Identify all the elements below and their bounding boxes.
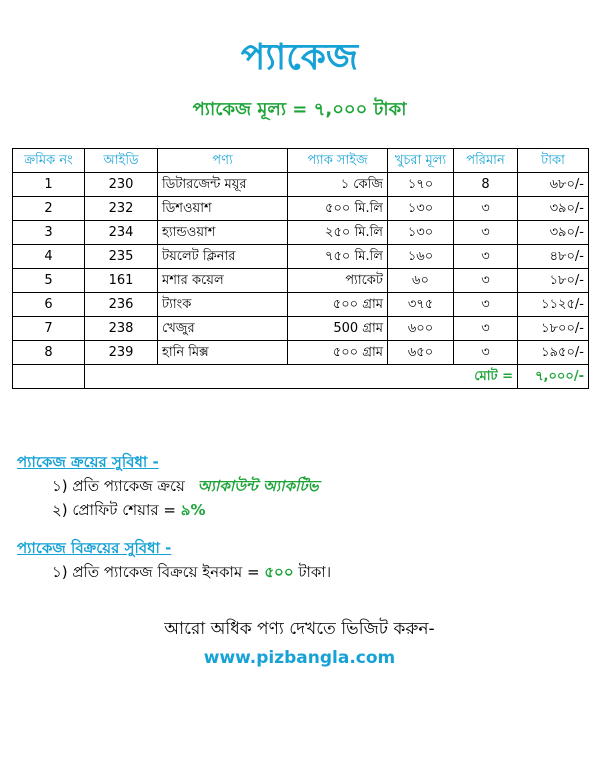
cell-product: মশার কয়েল	[158, 269, 288, 293]
cell-amount: ১৮০০/-	[518, 317, 589, 341]
cell-retail-price: ১৩০	[388, 221, 454, 245]
col-header-pack-size: প্যাক সাইজ	[288, 149, 388, 173]
cell-quantity: ৩	[454, 221, 518, 245]
cell-quantity: 8	[454, 173, 518, 197]
cell-retail-price: ৬০	[388, 269, 454, 293]
total-label: মোট =	[85, 365, 518, 389]
cell-amount: ৬৮০/-	[518, 173, 589, 197]
buy-benefit-1-text: ১) প্রতি প্যাকেজ ক্রয়ে	[52, 477, 185, 495]
cell-quantity: ৩	[454, 341, 518, 365]
col-header-serial: ক্রমিক নং	[13, 149, 85, 173]
cell-id: 236	[85, 293, 158, 317]
total-value: ৭,০০০/-	[518, 365, 589, 389]
cell-product: খেজুর	[158, 317, 288, 341]
cell-id: 239	[85, 341, 158, 365]
cell-id: 238	[85, 317, 158, 341]
col-header-retail-price: খুচরা মূল্য	[388, 149, 454, 173]
cell-product: ডিটারজেন্ট ময়ূর	[158, 173, 288, 197]
cell-amount: ১৮০/-	[518, 269, 589, 293]
buy-benefit-2-text: ২) প্রোফিট শেয়ার =	[52, 501, 176, 519]
cell-product: হানি মিক্স	[158, 341, 288, 365]
cell-pack-size: 500 গ্রাম	[288, 317, 388, 341]
cell-id: 161	[85, 269, 158, 293]
cell-retail-price: ১৬০	[388, 245, 454, 269]
table-row	[13, 317, 589, 341]
sell-benefit-1-value: ৫০০	[264, 563, 294, 581]
buy-benefits-heading: প্যাকেজ ক্রয়ের সুবিধা -	[17, 453, 159, 471]
cell-quantity: ৩	[454, 269, 518, 293]
cell-serial: 7	[13, 317, 85, 341]
cell-retail-price: ৬৫০	[388, 341, 454, 365]
cell-amount: ১১২৫/-	[518, 293, 589, 317]
cell-id: 230	[85, 173, 158, 197]
col-header-quantity: পরিমান	[454, 149, 518, 173]
cell-empty	[13, 365, 85, 389]
cell-pack-size: ৫০০ গ্রাম	[288, 341, 388, 365]
cell-retail-price: ৬০০	[388, 317, 454, 341]
cell-product: টয়লেট ক্লিনার	[158, 245, 288, 269]
cell-serial: 4	[13, 245, 85, 269]
cell-product: ট্যাংক	[158, 293, 288, 317]
cell-quantity: ৩	[454, 245, 518, 269]
table-row	[13, 245, 589, 269]
sell-benefit-item-1	[52, 562, 331, 582]
buy-benefit-1-value: অ্যাকাউন্ট অ্যাকটিভ	[197, 477, 319, 495]
col-header-id: আইডি	[85, 149, 158, 173]
cell-amount: ১৯৫০/-	[518, 341, 589, 365]
cell-retail-price: ১৩০	[388, 197, 454, 221]
cell-retail-price: ১৭০	[388, 173, 454, 197]
table-row	[13, 173, 589, 197]
cell-serial: 8	[13, 341, 85, 365]
cell-product: ডিশওয়াশ	[158, 197, 288, 221]
cell-amount: ৪৮০/-	[518, 245, 589, 269]
cell-pack-size: ২৫০ মি.লি	[288, 221, 388, 245]
cell-pack-size: প্যাকেট	[288, 269, 388, 293]
table-row	[13, 197, 589, 221]
buy-benefit-item-2	[52, 500, 205, 520]
col-header-amount: টাকা	[518, 149, 589, 173]
cell-id: 235	[85, 245, 158, 269]
table-row	[13, 293, 589, 317]
cell-product: হ্যান্ডওয়াশ	[158, 221, 288, 245]
cell-serial: 3	[13, 221, 85, 245]
col-header-product: পণ্য	[158, 149, 288, 173]
package-table	[12, 148, 589, 389]
buy-benefit-2-value: ৯%	[180, 501, 206, 519]
sell-benefits-heading: প্যাকেজ বিক্রয়ের সুবিধা -	[17, 539, 172, 557]
cell-serial: 6	[13, 293, 85, 317]
table-row	[13, 341, 589, 365]
table-row	[13, 269, 589, 293]
cell-amount: ৩৯০/-	[518, 197, 589, 221]
sell-benefit-1-suffix: টাকা।	[298, 563, 332, 581]
cell-serial: 5	[13, 269, 85, 293]
cell-pack-size: ১ কেজি	[288, 173, 388, 197]
cell-amount: ৩৯০/-	[518, 221, 589, 245]
sell-benefit-1-text: ১) প্রতি প্যাকেজ বিক্রয়ে ইনকাম =	[52, 563, 260, 581]
cell-id: 234	[85, 221, 158, 245]
table-row	[13, 221, 589, 245]
cell-quantity: ৩	[454, 293, 518, 317]
table-header-row	[13, 149, 589, 173]
buy-benefit-item-1	[52, 476, 319, 496]
footer-text: আরো অধিক পণ্য দেখতে ভিজিট করুন-	[164, 619, 435, 639]
cell-retail-price: ৩৭৫	[388, 293, 454, 317]
cell-serial: 1	[13, 173, 85, 197]
cell-pack-size: ৫০০ গ্রাম	[288, 293, 388, 317]
cell-id: 232	[85, 197, 158, 221]
cell-pack-size: ৫০০ মি.লি	[288, 197, 388, 221]
page-title: প্যাকেজ	[240, 37, 359, 78]
cell-serial: 2	[13, 197, 85, 221]
table-total-row	[13, 365, 589, 389]
cell-quantity: ৩	[454, 317, 518, 341]
cell-pack-size: ৭৫০ মি.লি	[288, 245, 388, 269]
website-link[interactable]: www.pizbangla.com	[203, 648, 396, 668]
package-price: প্যাকেজ মূল্য = ৭,০০০ টাকা	[192, 99, 407, 120]
cell-quantity: ৩	[454, 197, 518, 221]
